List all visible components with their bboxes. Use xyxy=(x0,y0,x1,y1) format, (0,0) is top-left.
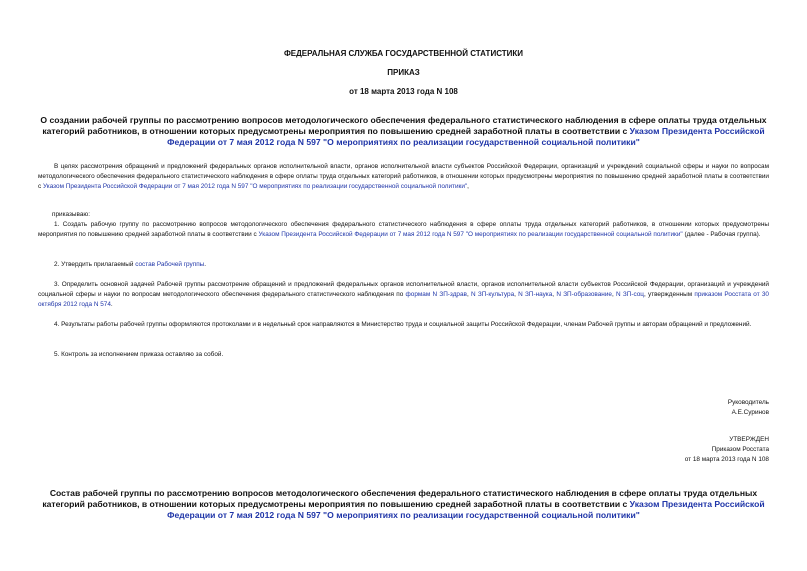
rosstat-order-574-link[interactable]: приказом Росстата от 30 октября 2012 года N 574 xyxy=(38,291,769,308)
form-zp-kultura-link[interactable]: N ЗП-культура xyxy=(470,291,515,298)
document-title xyxy=(40,115,767,148)
composition-link[interactable]: состав Рабочей группы xyxy=(135,261,205,268)
item-3-text: 3. Определить основной задачей Рабочей группы рассмотрение обращений и предложений федеральных органов исполнительной власти, органов исполнительной власти субъектов Российской Федерации, организаций и учреждений социальной сферы и науки по вопросам методологического обеспечения федерального статистического наблюдения по xyxy=(38,281,769,298)
item-2-text: 2. Утвердить прилагаемый xyxy=(54,261,136,268)
item-1-paragraph xyxy=(38,220,769,240)
item-4-paragraph: 4. Результаты работы рабочей группы оформляются протоколами и в недельный срок направляются в Министерство труда и социальной защиты Российской Федерации, членам Рабочей группы и авторам обращений и предложений. xyxy=(54,321,752,328)
title-decree-link[interactable]: Указом Президента Российской Федерации от 7 мая 2012 года N 597 "О мероприятиях по реализации государственной социальной политики" xyxy=(167,126,765,147)
annex-title xyxy=(40,488,767,521)
signature-name: А.Е.Суринов xyxy=(731,409,769,416)
annex-decree-link[interactable]: Указом Президента Российской Федерации от 7 мая 2012 года N 597 "О мероприятиях по реализации государственной социальной политики" xyxy=(167,499,765,520)
form-zp-obrazovanie-link[interactable]: N ЗП-образование xyxy=(556,291,612,298)
separator: , xyxy=(466,291,471,298)
separator: , xyxy=(611,291,616,298)
item-1-text: 1. Создать рабочую группу по рассмотрению вопросов методологического обеспечения федерального статистического наблюдения в сфере оплаты труда отдельных категорий работников, в отношении которых предусмотрены мероприятия по повышению средней заработной платы в соответствии с xyxy=(38,221,769,238)
signature-position: Руководитель xyxy=(727,399,769,406)
item-2-tail: . xyxy=(204,261,207,268)
approval-line-2: Приказом Росстата xyxy=(711,446,769,453)
doc-date-number: от 18 марта 2013 года N 108 xyxy=(349,87,458,96)
item-5-paragraph: 5. Контроль за исполнением приказа оставляю за собой. xyxy=(54,351,224,358)
preamble-decree-link[interactable]: Указом Президента Российской Федерации от 7 мая 2012 года N 597 "О мероприятиях по реализации государственной социальной политики" xyxy=(42,183,468,190)
doc-type-heading: ПРИКАЗ xyxy=(387,68,420,77)
item-3-tail: . xyxy=(110,301,113,308)
preamble-text: В целях рассмотрения обращений и предложений федеральных органов исполнительной власти, органов исполнительной власти субъектов Российской Федерации, организаций и учреждений социальной сферы и науки по вопросам методологического обеспечения федерального статистического наблюдения в сфере оплаты труда отдельных категорий работников, в отношении которых предусмотрены мероприятия по повышению средней заработной платы в соответствии с xyxy=(38,163,769,190)
item-3-mid: , утвержденным xyxy=(643,291,695,298)
separator: , xyxy=(514,291,519,298)
item-3-paragraph xyxy=(38,280,769,310)
title-text: О создании рабочей группы по рассмотрению вопросов методологического обеспечения федерального статистического наблюдения в сфере оплаты труда отдельных категорий работников, в отношении которых предусмотрены мероприятия по повышению средней заработной платы в соответствии с xyxy=(40,115,767,136)
preamble-tail: , xyxy=(467,183,469,190)
item-1-decree-link[interactable]: Указом Президента Российской Федерации от 7 мая 2012 года N 597 "О мероприятиях по реализации государственной социальной политики" xyxy=(258,231,683,238)
separator: , xyxy=(552,291,557,298)
approval-line-1: УТВЕРЖДЕН xyxy=(729,436,769,443)
annex-title-text: Состав рабочей группы по рассмотрению вопросов методологического обеспечения федерального статистического наблюдения в сфере оплаты труда отдельных категорий работников, в отношении которых предусмотрены мероприятия по повышению средней заработной платы в соответствии с xyxy=(42,488,758,509)
form-zp-nauka-link[interactable]: N ЗП-наука xyxy=(518,291,553,298)
item-1-tail: (далее - Рабочая группа). xyxy=(682,231,761,238)
approval-line-3: от 18 марта 2013 года N 108 xyxy=(684,456,769,463)
order-word: приказываю: xyxy=(52,211,90,218)
item-2-paragraph xyxy=(38,260,769,270)
agency-heading: ФЕДЕРАЛЬНАЯ СЛУЖБА ГОСУДАРСТВЕННОЙ СТАТИСТИКИ xyxy=(283,49,524,58)
form-zp-soc-link[interactable]: N ЗП-соц xyxy=(616,291,644,298)
form-zp-zdrav-link[interactable]: формам N ЗП-здрав xyxy=(405,291,467,298)
preamble-paragraph xyxy=(38,162,769,192)
